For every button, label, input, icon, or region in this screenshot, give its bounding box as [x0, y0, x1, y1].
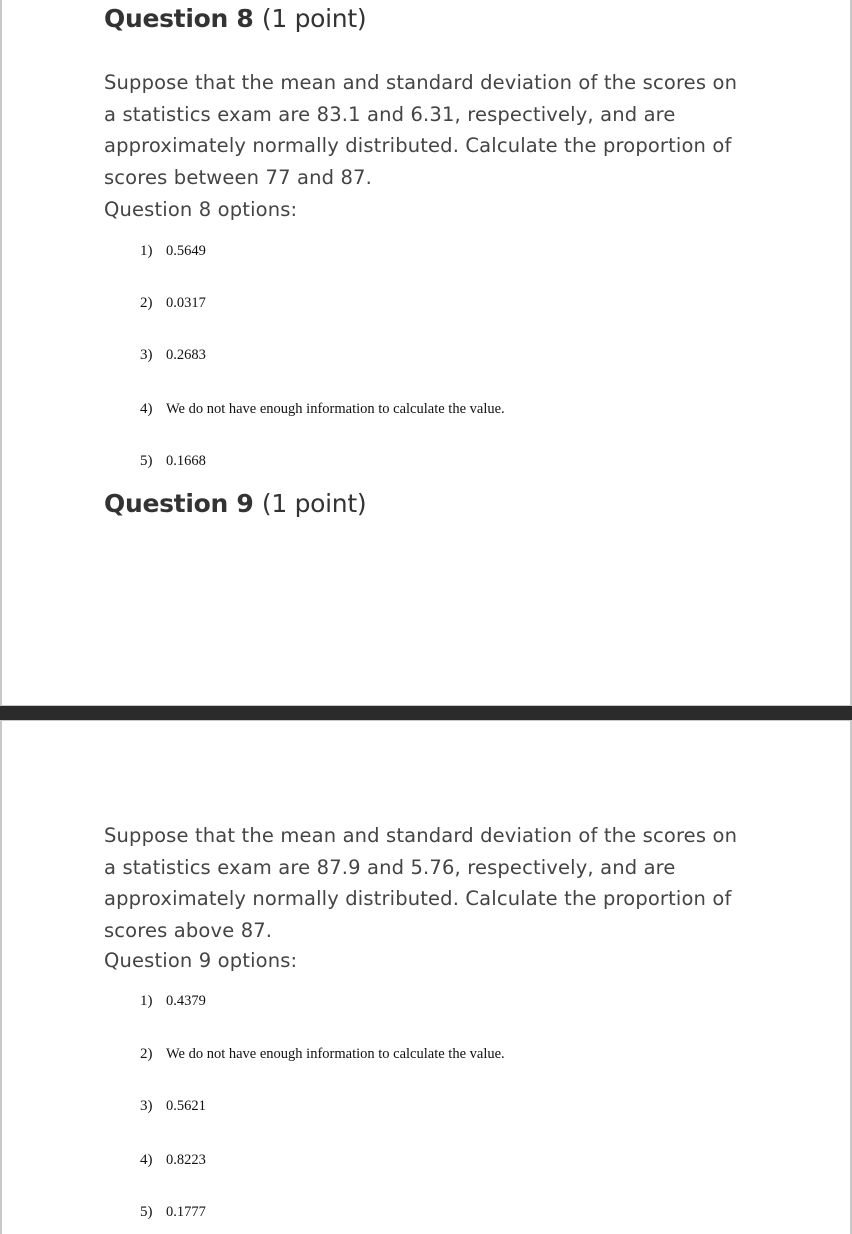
- question-8-option-3[interactable]: [140, 347, 206, 364]
- option-number: 4): [140, 401, 153, 417]
- option-number: 3): [140, 347, 153, 363]
- question-8-option-2[interactable]: [140, 295, 206, 312]
- option-text: 0.5649: [166, 243, 206, 259]
- question-8-points: (1 point): [261, 4, 367, 33]
- option-text: 0.8223: [166, 1152, 206, 1168]
- question-9-option-3[interactable]: [140, 1098, 206, 1115]
- option-text: 0.2683: [166, 347, 206, 363]
- option-text: We do not have enough information to calculate the value.: [166, 1046, 505, 1062]
- question-9-option-1[interactable]: [140, 993, 206, 1010]
- question-9-panel: [0, 720, 852, 1234]
- question-9-text: Suppose that the mean and standard deviation of the scores on a statistics exam are 87.9 and 5.76, respectively, and are approximately normally distributed. Calculate the proportion of scores above 87.: [104, 824, 738, 942]
- option-number: 1): [140, 993, 153, 1009]
- option-number: 2): [140, 1046, 153, 1062]
- question-8-option-1[interactable]: [140, 243, 206, 260]
- option-text: 0.4379: [166, 993, 206, 1009]
- question-8-heading: [104, 4, 366, 33]
- option-number: 5): [140, 453, 153, 469]
- question-8-text: Suppose that the mean and standard deviation of the scores on a statistics exam are 83.1 and 6.31, respectively, and are approximately normally distributed. Calculate the proportion of scores between 77 and 87.: [104, 71, 738, 189]
- option-number: 3): [140, 1098, 153, 1114]
- option-number: 2): [140, 295, 153, 311]
- question-9-heading: [104, 489, 366, 518]
- option-text: 0.0317: [166, 295, 206, 311]
- option-number: 5): [140, 1204, 153, 1220]
- page-divider: [0, 706, 852, 720]
- option-text: 0.5621: [166, 1098, 206, 1114]
- option-number: 4): [140, 1152, 153, 1168]
- question-9-option-5[interactable]: [140, 1204, 206, 1221]
- option-text: We do not have enough information to calculate the value.: [166, 401, 505, 417]
- question-9-title: Question 9: [104, 489, 254, 518]
- question-9-option-4[interactable]: [140, 1152, 206, 1169]
- option-number: 1): [140, 243, 153, 259]
- question-8-option-4[interactable]: [140, 401, 505, 418]
- question-8-option-5[interactable]: [140, 453, 206, 470]
- question-9-options-label: Question 9 options:: [104, 949, 298, 972]
- question-9-option-2[interactable]: [140, 1046, 505, 1063]
- question-8-title: Question 8: [104, 4, 254, 33]
- question-8-options-label: Question 8 options:: [104, 198, 298, 221]
- option-text: 0.1777: [166, 1204, 206, 1220]
- option-text: 0.1668: [166, 453, 206, 469]
- question-9-points: (1 point): [261, 489, 367, 518]
